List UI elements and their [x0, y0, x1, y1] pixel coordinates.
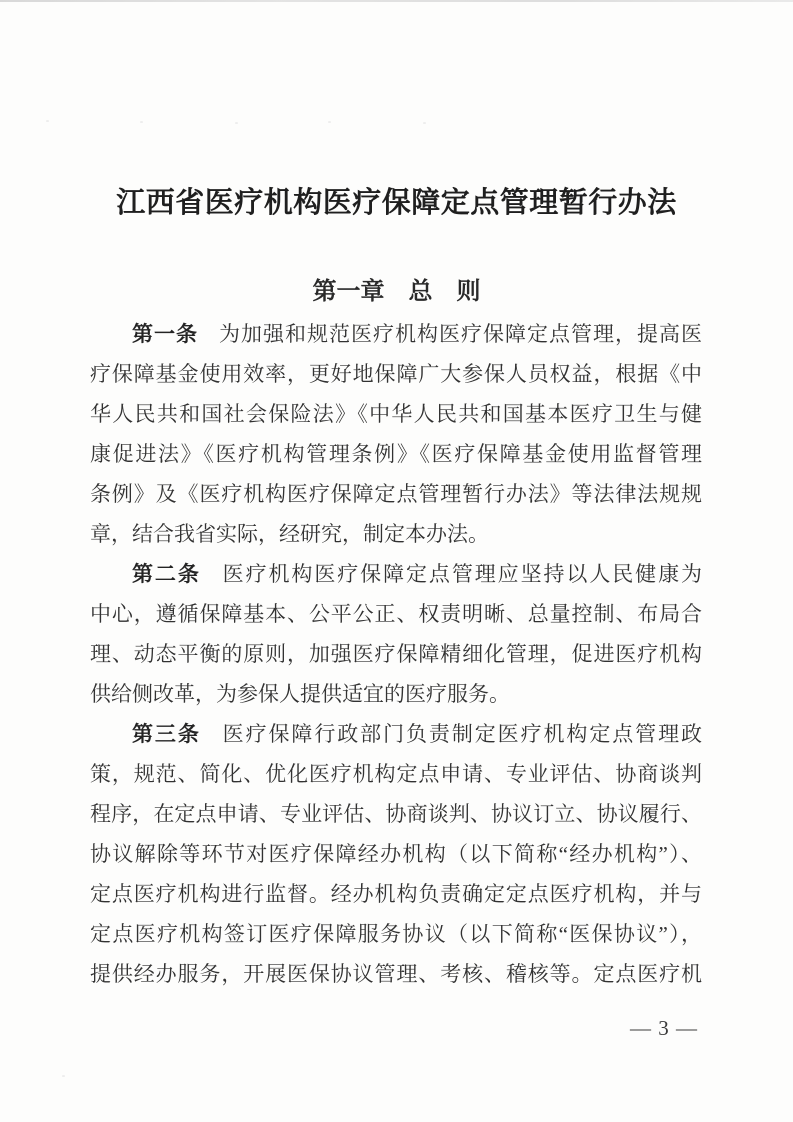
body-line: 理、动态平衡的原则，加强医疗保障精细化管理，促进医疗机构 — [90, 642, 702, 666]
label-gap — [198, 340, 218, 341]
body-line: 定点医疗机构签订医疗保障服务协议（以下简称“医保协议”）， — [90, 922, 702, 946]
document-body — [90, 314, 702, 994]
scan-speckle — [62, 1075, 65, 1077]
body-line: 协议解除等环节对医疗保障经办机构（以下简称“经办机构”）、 — [90, 842, 702, 866]
scan-speckle — [46, 120, 49, 122]
line-text: 医疗机构医疗保障定点管理应坚持以人民健康为 — [220, 562, 702, 586]
scan-speckle — [140, 121, 143, 123]
line-text: 医疗保障行政部门负责制定医疗机构定点管理政 — [220, 722, 702, 746]
body-line: 定点医疗机构进行监督。经办机构负责确定定点医疗机构，并与 — [90, 882, 702, 906]
label-gap — [201, 740, 221, 741]
scan-speckle — [328, 121, 331, 123]
body-line — [90, 714, 702, 754]
scan-edge-artifact — [0, 0, 793, 2]
body-line: 华人民共和国社会保险法》《中华人民共和国基本医疗卫生与健 — [90, 402, 702, 426]
page-number: — 3 — — [630, 1016, 698, 1040]
scan-speckle — [423, 122, 426, 124]
body-line: 条例》及《医疗机构医疗保障定点管理暂行办法》等法律法规规 — [90, 482, 702, 506]
scan-speckle — [235, 122, 238, 124]
body-line: 章，结合我省实际，经研究，制定本办法。 — [90, 522, 489, 546]
body-line: 策，规范、简化、优化医疗机构定点申请、专业评估、协商谈判 — [90, 762, 702, 786]
body-line: 疗保障基金使用效率，更好地保障广大参保人员权益，根据《中 — [90, 362, 702, 386]
article-label: 第一条 — [132, 323, 198, 346]
body-line — [90, 314, 702, 354]
body-line: 程序，在定点申请、专业评估、协商谈判、协议订立、协议履行、 — [90, 802, 702, 826]
body-line — [90, 554, 702, 594]
article-label: 第二条 — [132, 563, 201, 586]
document-title: 江西省医疗机构医疗保障定点管理暂行办法 — [116, 187, 677, 219]
body-line: 供给侧改革，为参保人提供适宜的医疗服务。 — [90, 682, 510, 706]
chapter-heading: 第一章 总 则 — [312, 278, 481, 305]
body-line: 中心，遵循保障基本、公平公正、权责明晰、总量控制、布局合 — [90, 602, 702, 626]
body-line: 康促进法》《医疗机构管理条例》《医疗保障基金使用监督管理 — [90, 442, 702, 466]
article-label: 第三条 — [132, 723, 201, 746]
label-gap — [201, 580, 221, 581]
body-line: 提供经办服务，开展医保协议管理、考核、稽核等。定点医疗机 — [90, 962, 702, 986]
line-text: 为加强和规范医疗机构医疗保障定点管理，提高医 — [218, 322, 702, 346]
